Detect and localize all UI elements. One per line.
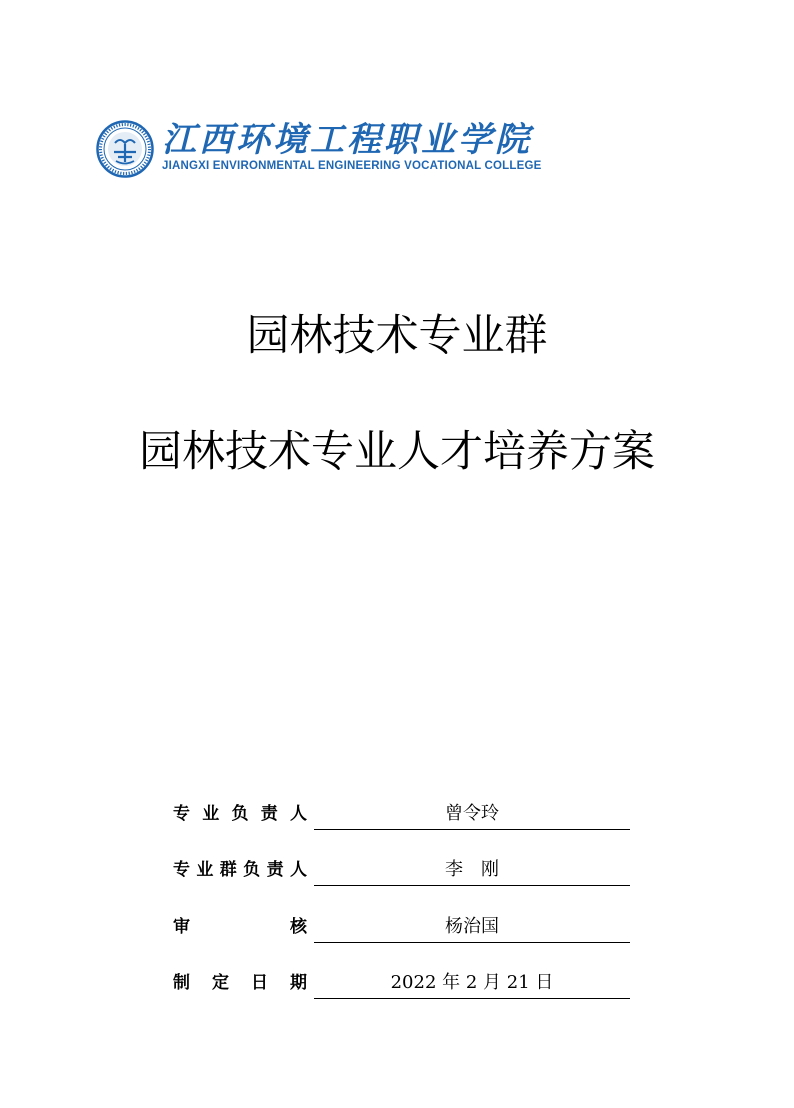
info-label: 专 业 群 负 责 人 bbox=[173, 860, 307, 880]
underline bbox=[314, 885, 630, 886]
underline bbox=[314, 942, 630, 943]
info-label: 专 业 负 责 人 bbox=[173, 804, 307, 824]
group-title: 园林技术专业群 bbox=[246, 311, 548, 361]
info-value: 2022 年 2 月 21 日 bbox=[390, 972, 554, 993]
info-label: 审 核 bbox=[173, 917, 307, 937]
program-title: 园林技术专业人才培养方案 bbox=[139, 427, 655, 477]
info-row-reviewer bbox=[173, 912, 633, 946]
info-row-group-leader bbox=[173, 855, 633, 889]
info-value: 李 刚 bbox=[445, 859, 499, 880]
info-label: 制 定 日 期 bbox=[173, 973, 307, 993]
college-name-en: JIANGXI ENVIRONMENTAL ENGINEERING VOCATIONAL COLLEGE bbox=[162, 160, 542, 172]
college-logo bbox=[96, 118, 556, 180]
info-value: 曾令玲 bbox=[445, 803, 499, 824]
underline bbox=[314, 998, 630, 999]
underline bbox=[314, 829, 630, 830]
college-emblem-icon bbox=[96, 120, 154, 178]
info-row-major-leader bbox=[173, 799, 633, 833]
college-name-cn: 江西环境工程职业学院 bbox=[162, 120, 532, 160]
info-value: 杨治国 bbox=[445, 916, 499, 937]
info-row-date bbox=[173, 968, 633, 1002]
